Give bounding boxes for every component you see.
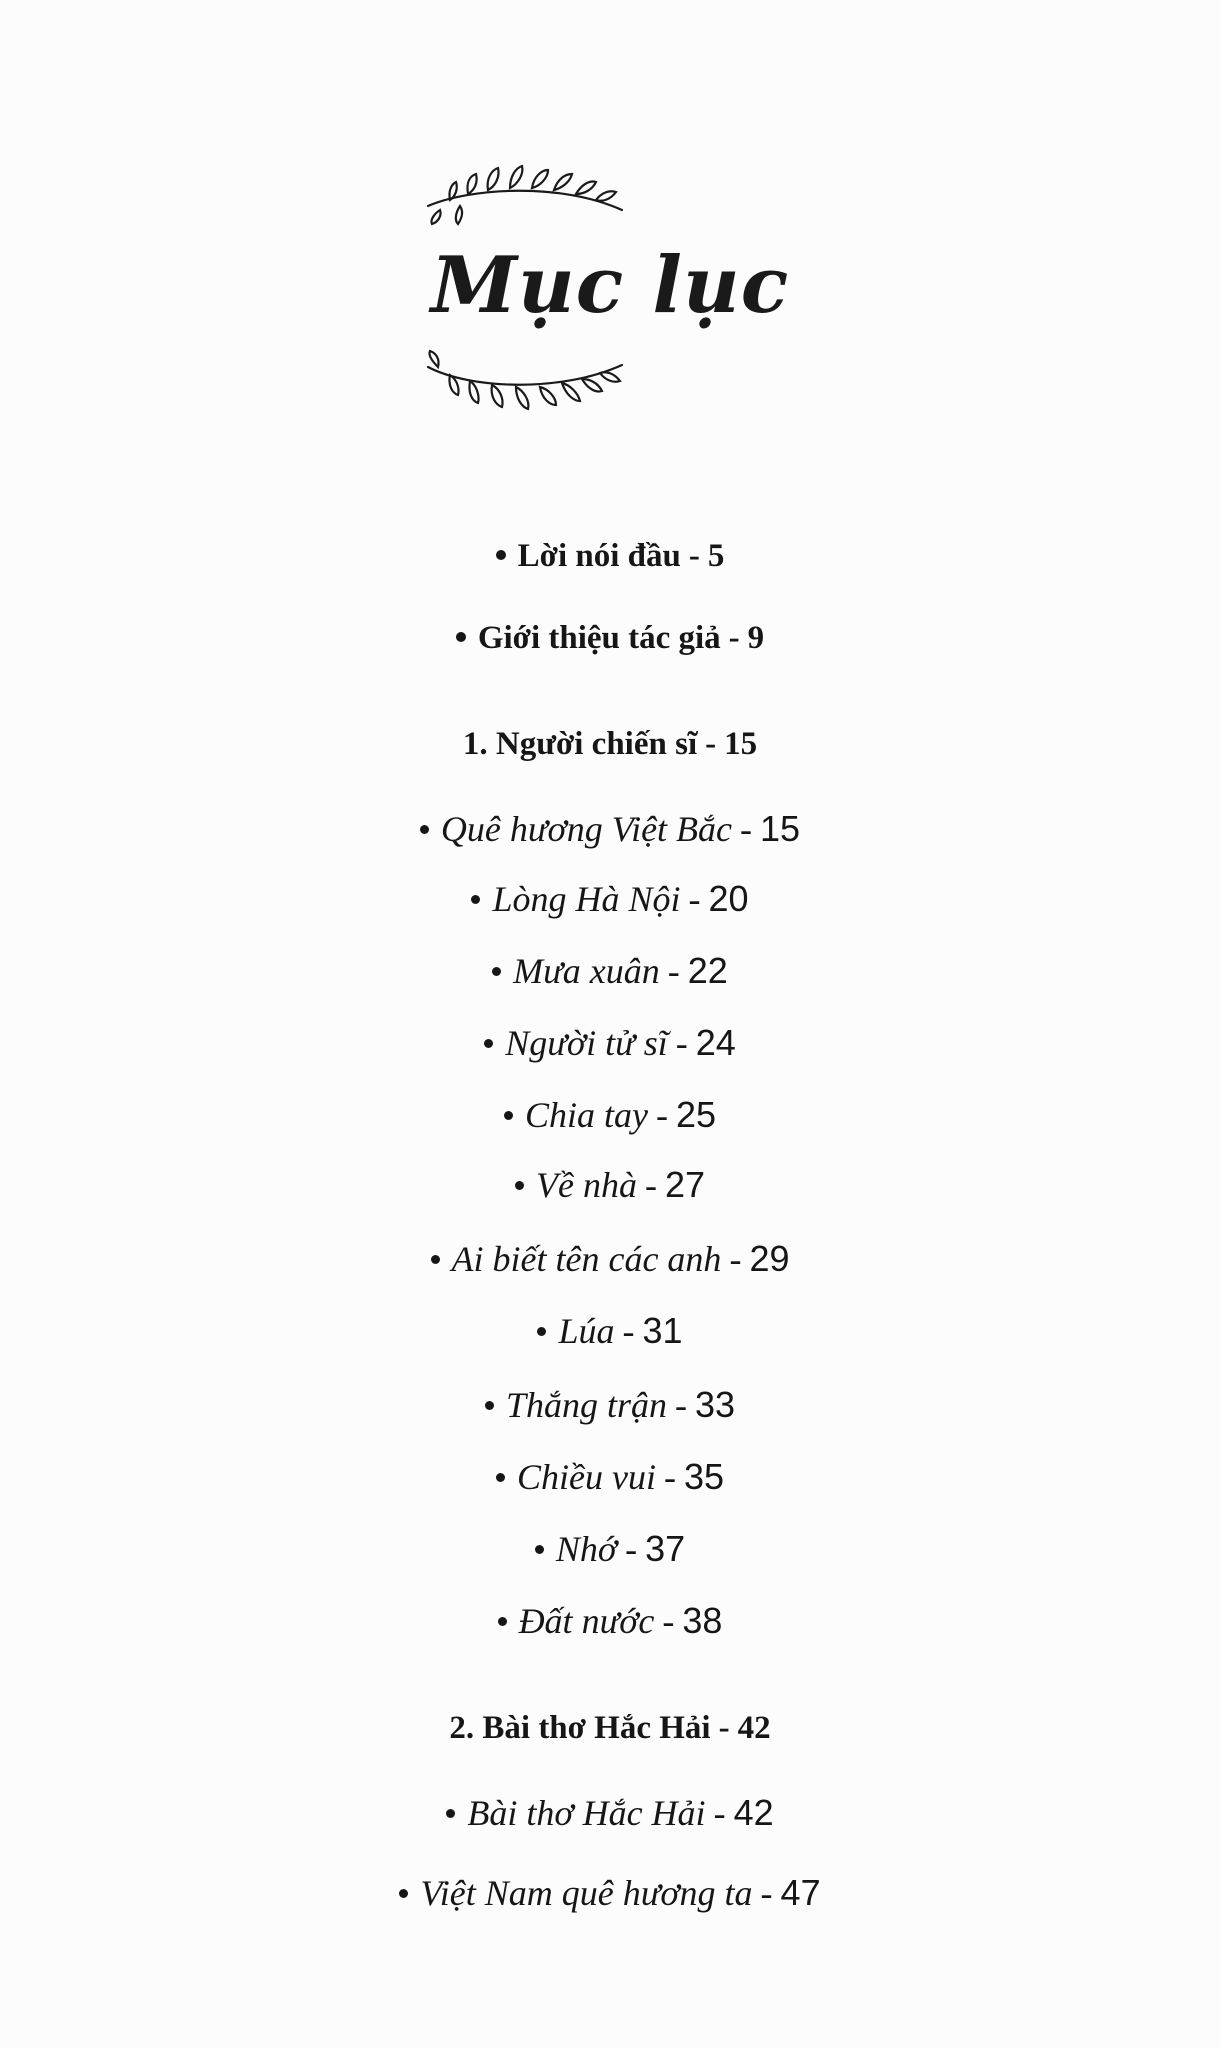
toc-entry[interactable]: Ai biết tên các anh - 29	[0, 1238, 1220, 1280]
toc-entry[interactable]: Chia tay - 25	[0, 1094, 1220, 1136]
bullet-icon	[535, 1545, 544, 1554]
toc-entry[interactable]: Thắng trận - 33	[0, 1384, 1220, 1426]
bullet-icon	[492, 967, 501, 976]
bullet-icon	[484, 1039, 493, 1048]
bullet-icon	[515, 1181, 524, 1190]
toc-section-heading[interactable]: 1. Người chiến sĩ - 15	[462, 726, 758, 762]
toc-entry[interactable]: Việt Nam quê hương ta - 47	[0, 1872, 1220, 1914]
page-title: Mục lục	[430, 240, 790, 331]
bullet-icon	[537, 1327, 546, 1336]
toc-entry[interactable]: Nhớ - 37	[0, 1528, 1220, 1570]
laurel-top-ornament	[420, 148, 630, 228]
bullet-icon	[446, 1809, 455, 1818]
toc-front-item[interactable]: Lời nói đầu - 5	[0, 538, 1220, 575]
bullet-icon	[504, 1111, 513, 1120]
toc-entry[interactable]: Chiều vui - 35	[0, 1456, 1220, 1498]
toc-entry[interactable]: Quê hương Việt Bắc - 15	[0, 808, 1220, 850]
toc-entry[interactable]: Lòng Hà Nội - 20	[0, 878, 1220, 920]
toc-entry[interactable]: Mưa xuân - 22	[0, 950, 1220, 992]
toc-section-heading[interactable]: 2. Bài thơ Hắc Hải - 42	[449, 1710, 771, 1746]
toc-front-item[interactable]: Giới thiệu tác giả - 9	[0, 620, 1220, 657]
bullet-icon	[431, 1255, 440, 1264]
bullet-icon	[496, 1473, 505, 1482]
bullet-icon	[485, 1401, 494, 1410]
toc-entry[interactable]: Người tử sĩ - 24	[0, 1022, 1220, 1064]
laurel-bottom-ornament	[420, 345, 630, 425]
bullet-icon	[471, 895, 480, 904]
bullet-icon	[399, 1889, 408, 1898]
toc-entry[interactable]: Đất nước - 38	[0, 1600, 1220, 1642]
toc-entry[interactable]: Bài thơ Hắc Hải - 42	[0, 1792, 1220, 1834]
bullet-icon	[420, 825, 429, 834]
bullet-icon	[496, 550, 506, 560]
bullet-icon	[456, 632, 466, 642]
bullet-icon	[498, 1617, 507, 1626]
toc-entry[interactable]: Lúa - 31	[0, 1310, 1220, 1352]
toc-entry[interactable]: Về nhà - 27	[0, 1164, 1220, 1206]
